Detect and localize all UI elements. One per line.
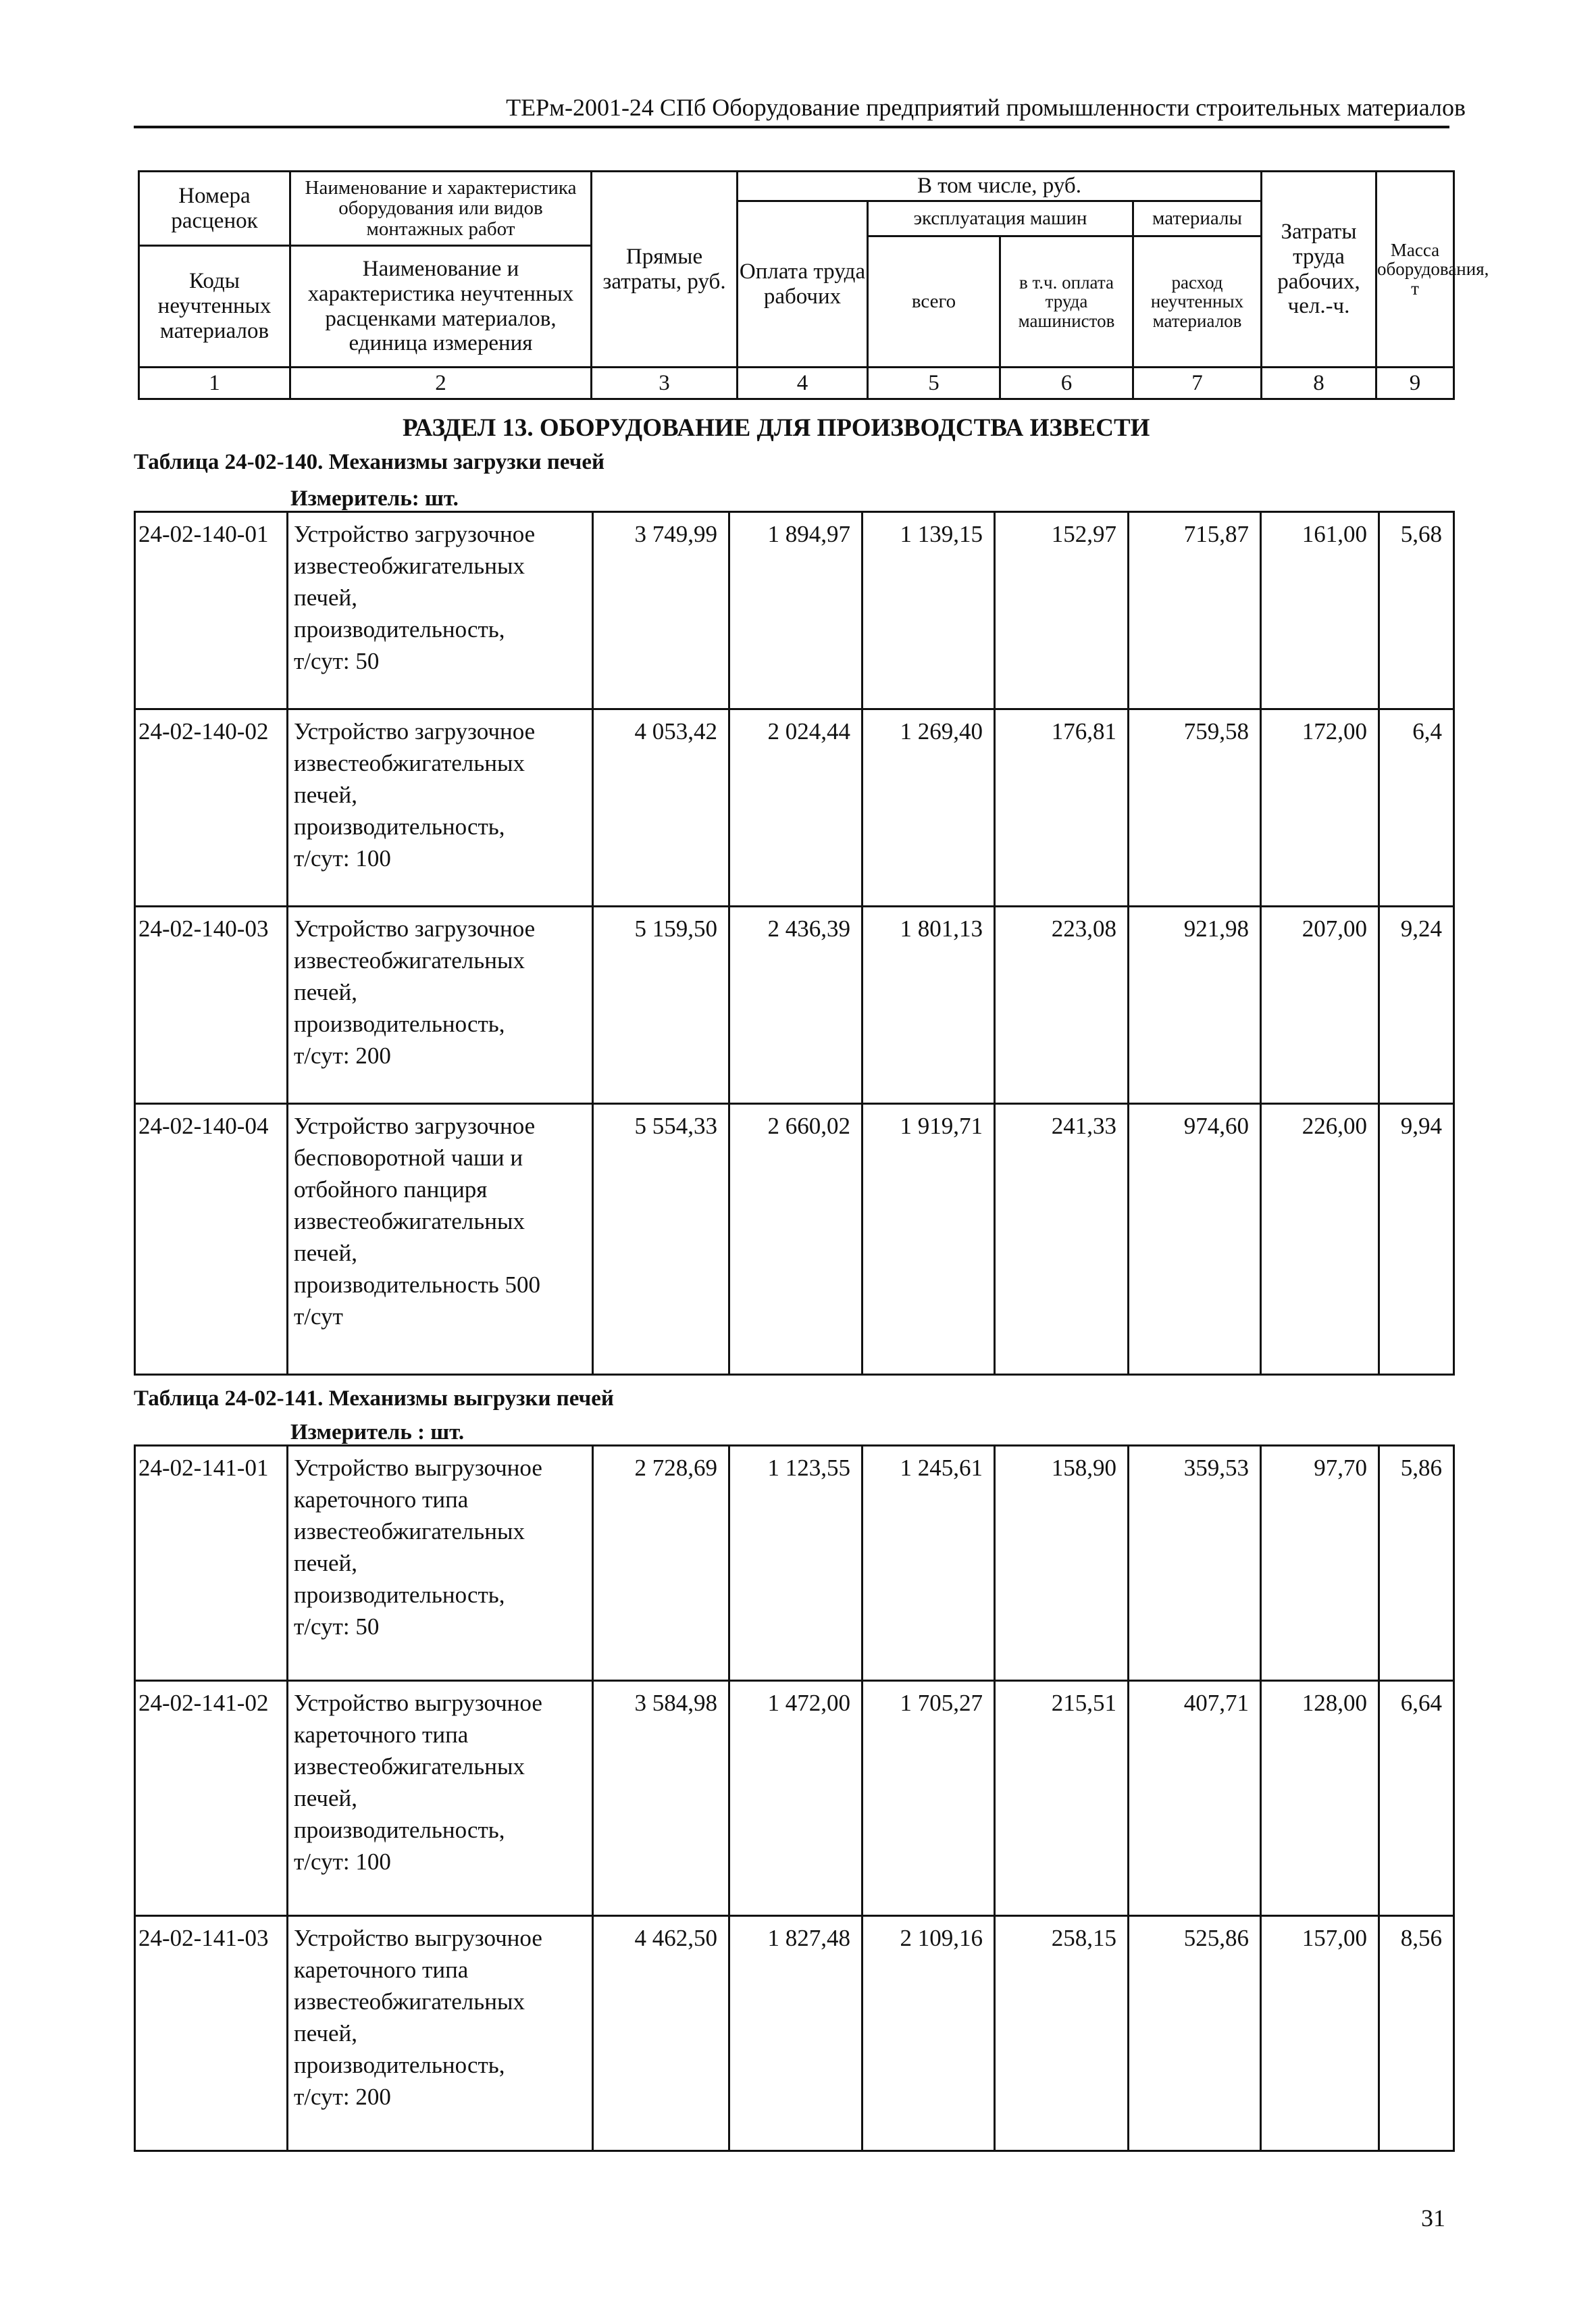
machines-total: 1 269,40 <box>863 709 995 907</box>
table-row <box>135 1104 1454 1375</box>
machines-total: 1 245,61 <box>863 1446 995 1681</box>
column-number: 2 <box>290 368 592 399</box>
rate-code: 24-02-141-01 <box>135 1446 288 1681</box>
column-number: 8 <box>1262 368 1376 399</box>
rate-code: 24-02-140-02 <box>135 709 288 907</box>
operators-pay: 258,15 <box>995 1916 1129 2151</box>
rate-code: 24-02-141-02 <box>135 1681 288 1916</box>
column-number: 1 <box>139 368 290 399</box>
equipment-mass: 5,86 <box>1379 1446 1454 1681</box>
labor-pay: 1 827,48 <box>729 1916 863 2151</box>
table-row <box>135 907 1454 1104</box>
table-row <box>135 512 1454 709</box>
machines-total: 1 801,13 <box>863 907 995 1104</box>
table-141 <box>134 1444 1455 2152</box>
column-number: 6 <box>1000 368 1133 399</box>
materials-cost: 921,98 <box>1129 907 1261 1104</box>
rate-description: Устройство загрузочное бесповоротной чаши и отбойного панциря известеобжигательных печей, производительность 500 т/сут <box>288 1104 593 1375</box>
direct-costs: 2 728,69 <box>593 1446 729 1681</box>
equipment-mass: 9,94 <box>1379 1104 1454 1375</box>
rate-description: Устройство выгрузочное кареточного типа известеобжигательных печей, производительность, т/сут: 50 <box>288 1446 593 1681</box>
header-machine-operation: эксплуатация машин <box>868 201 1133 236</box>
running-header: ТЕРм-2001-24 СПб Оборудование предприятий промышленности строительных материалов <box>506 94 1466 121</box>
operators-pay: 241,33 <box>995 1104 1129 1375</box>
labor-pay: 1 894,97 <box>729 512 863 709</box>
equipment-mass: 9,24 <box>1379 907 1454 1104</box>
column-number: 4 <box>738 368 868 399</box>
labor-hours: 128,00 <box>1261 1681 1379 1916</box>
header-rate-numbers: Номера расценок <box>139 172 290 246</box>
header-labor-hours: Затраты труда рабочих, чел.-ч. <box>1262 172 1376 368</box>
labor-pay: 2 024,44 <box>729 709 863 907</box>
materials-cost: 359,53 <box>1129 1446 1261 1681</box>
operators-pay: 152,97 <box>995 512 1129 709</box>
column-number: 5 <box>868 368 1000 399</box>
labor-pay: 2 436,39 <box>729 907 863 1104</box>
column-header-table <box>138 170 1489 400</box>
table-140-unit: Измеритель: шт. <box>290 486 459 511</box>
labor-pay: 2 660,02 <box>729 1104 863 1375</box>
labor-hours: 161,00 <box>1261 512 1379 709</box>
materials-cost: 525,86 <box>1129 1916 1261 2151</box>
rate-code: 24-02-140-04 <box>135 1104 288 1375</box>
column-numbers-row <box>139 368 1454 399</box>
equipment-mass: 5,68 <box>1379 512 1454 709</box>
labor-hours: 226,00 <box>1261 1104 1379 1375</box>
table-140-title: Таблица 24-02-140. Механизмы загрузки печей <box>134 450 605 474</box>
operators-pay: 223,08 <box>995 907 1129 1104</box>
direct-costs: 5 159,50 <box>593 907 729 1104</box>
materials-cost: 407,71 <box>1129 1681 1261 1916</box>
rate-description: Устройство загрузочное известеобжигательных печей, производительность, т/сут: 50 <box>288 512 593 709</box>
materials-cost: 715,87 <box>1129 512 1261 709</box>
equipment-mass: 6,64 <box>1379 1681 1454 1916</box>
header-machines-total: всего <box>868 236 1000 368</box>
equipment-mass: 8,56 <box>1379 1916 1454 2151</box>
header-equipment-mass: Масса оборудования, т <box>1376 172 1454 368</box>
header-operators-pay: в т.ч. оплата труда машинистов <box>1000 236 1133 368</box>
operators-pay: 176,81 <box>995 709 1129 907</box>
machines-total: 1 139,15 <box>863 512 995 709</box>
rate-code: 24-02-141-03 <box>135 1916 288 2151</box>
direct-costs: 4 462,50 <box>593 1916 729 2151</box>
rate-description: Устройство выгрузочное кареточного типа известеобжигательных печей, производительность, т/сут: 100 <box>288 1681 593 1916</box>
table-140 <box>134 511 1455 1376</box>
rate-description: Устройство загрузочное известеобжигательных печей, производительность, т/сут: 100 <box>288 709 593 907</box>
labor-hours: 97,70 <box>1261 1446 1379 1681</box>
direct-costs: 5 554,33 <box>593 1104 729 1375</box>
materials-cost: 974,60 <box>1129 1104 1261 1375</box>
header-material-codes: Коды неучтенных материалов <box>139 246 290 368</box>
header-materials: материалы <box>1133 201 1262 236</box>
machines-total: 1 705,27 <box>863 1681 995 1916</box>
table-141-unit: Измеритель : шт. <box>290 1420 465 1444</box>
section-title: РАЗДЕЛ 13. ОБОРУДОВАНИЕ ДЛЯ ПРОИЗВОДСТВА ИЗВЕСТИ <box>403 414 1150 442</box>
labor-hours: 172,00 <box>1261 709 1379 907</box>
operators-pay: 215,51 <box>995 1681 1129 1916</box>
machines-total: 2 109,16 <box>863 1916 995 2151</box>
table-row <box>135 709 1454 907</box>
table-141-title: Таблица 24-02-141. Механизмы выгрузки печей <box>134 1386 614 1411</box>
direct-costs: 3 584,98 <box>593 1681 729 1916</box>
header-unaccounted-materials: расход неучтенных материалов <box>1133 236 1262 368</box>
direct-costs: 4 053,42 <box>593 709 729 907</box>
equipment-mass: 6,4 <box>1379 709 1454 907</box>
table-row <box>135 1916 1454 2151</box>
header-including: В том числе, руб. <box>738 172 1262 201</box>
rate-description: Устройство загрузочное известеобжигательных печей, производительность, т/сут: 200 <box>288 907 593 1104</box>
labor-hours: 207,00 <box>1261 907 1379 1104</box>
machines-total: 1 919,71 <box>863 1104 995 1375</box>
header-rule <box>134 126 1449 128</box>
column-number: 9 <box>1376 368 1454 399</box>
labor-pay: 1 472,00 <box>729 1681 863 1916</box>
rate-description: Устройство выгрузочное кареточного типа известеобжигательных печей, производительность, т/сут: 200 <box>288 1916 593 2151</box>
column-number: 3 <box>592 368 738 399</box>
labor-hours: 157,00 <box>1261 1916 1379 2151</box>
direct-costs: 3 749,99 <box>593 512 729 709</box>
header-name-equipment: Наименование и характеристика оборудования или видов монтажных работ <box>290 172 592 246</box>
header-labor-pay: Оплата труда рабочих <box>738 201 868 368</box>
header-name-materials: Наименование и характеристика неучтенных расценками материалов, единица измерения <box>290 246 592 368</box>
rate-code: 24-02-140-03 <box>135 907 288 1104</box>
table-row <box>135 1681 1454 1916</box>
page-number: 31 <box>1421 2205 1445 2232</box>
column-number: 7 <box>1133 368 1262 399</box>
operators-pay: 158,90 <box>995 1446 1129 1681</box>
header-direct-costs: Прямые затраты, руб. <box>592 172 738 368</box>
materials-cost: 759,58 <box>1129 709 1261 907</box>
rate-code: 24-02-140-01 <box>135 512 288 709</box>
table-row <box>135 1446 1454 1681</box>
labor-pay: 1 123,55 <box>729 1446 863 1681</box>
